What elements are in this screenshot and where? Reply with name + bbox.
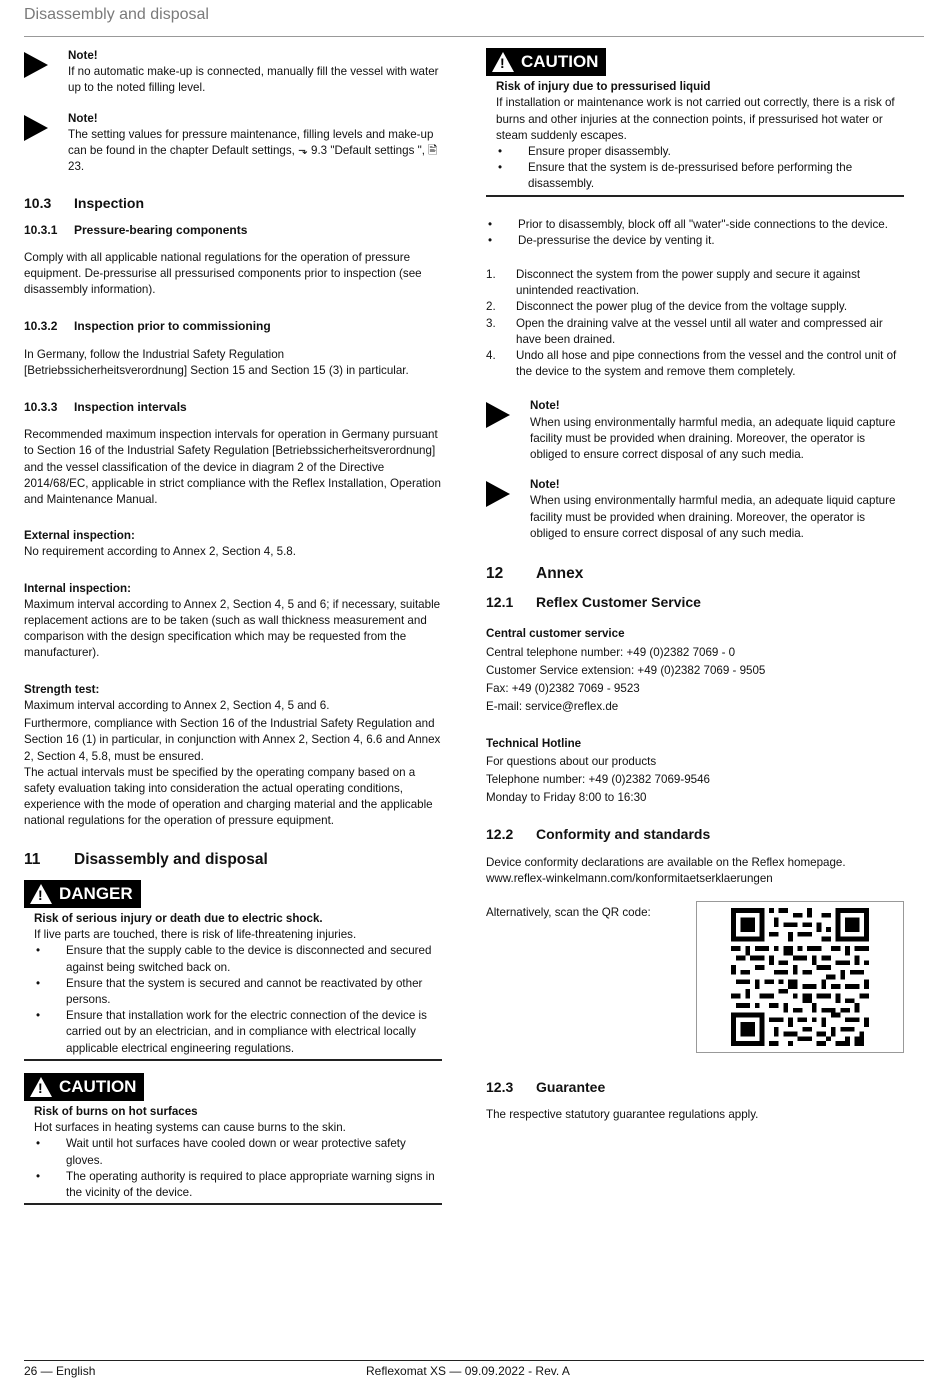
section-number: 10.3 bbox=[24, 195, 52, 212]
note-text: If no automatic make-up is connected, manually fill the vessel with water up to the noted filling level. bbox=[68, 65, 439, 95]
note-text: When using environmentally harmful media, an adequate liquid capture facility must be provided when draining. Moreover, the operator is obliged to ensure correct disposal of any such media. bbox=[530, 415, 896, 462]
contact-line: Telephone number: +49 (0)2382 7069-9546 bbox=[486, 772, 710, 786]
qr-code-image bbox=[731, 908, 869, 1046]
caution-bullets bbox=[34, 1136, 442, 1201]
page-header-title: Disassembly and disposal bbox=[24, 6, 209, 23]
caution-bullets bbox=[496, 144, 904, 193]
caution-badge bbox=[486, 48, 606, 76]
note-block bbox=[486, 398, 904, 463]
section-title: Reflex Customer Service bbox=[536, 594, 701, 611]
contact-line: E-mail: service@reflex.de bbox=[486, 700, 619, 714]
list-item: • Ensure that the system is secured and cannot be reactivated by other persons. bbox=[36, 976, 423, 1006]
subsection-number: 10.3.2 bbox=[24, 319, 58, 334]
note-arrow-icon bbox=[24, 52, 48, 78]
section-title: Inspection bbox=[74, 195, 145, 212]
qr-code-frame bbox=[696, 901, 904, 1053]
section-heading bbox=[486, 1079, 904, 1095]
caution-box bbox=[486, 48, 904, 197]
list-item: • Prior to disassembly, block off all "water"-side connections to the device. bbox=[488, 217, 888, 231]
section-heading bbox=[486, 826, 904, 842]
subsection-number: 10.3.1 bbox=[24, 222, 58, 237]
warning-triangle-icon bbox=[30, 1077, 52, 1097]
note-block bbox=[24, 111, 442, 176]
step-item: 3. Open the draining valve at the vessel until all water and compressed air have been drained. bbox=[486, 316, 883, 346]
note-title: Note! bbox=[530, 399, 560, 413]
danger-title: Risk of serious injury or death due to electric shock. bbox=[34, 911, 323, 925]
list-item: • The operating authority is required to place appropriate warning signs in the vicinity of the device. bbox=[36, 1169, 435, 1199]
chapter-heading bbox=[24, 852, 442, 868]
subsection-heading bbox=[24, 399, 442, 415]
paragraph: Maximum interval according to Annex 2, Section 4, 5 and 6; if necessary, suitable replacement actions are to be taken (such as wall thickness measurement and comparison with the design specification which may be requested from the manufacturer). bbox=[24, 597, 441, 660]
qr-row bbox=[486, 901, 904, 1053]
chapter-title: Disassembly and disposal bbox=[74, 850, 268, 868]
danger-text: If live parts are touched, there is risk of life-threatening injuries. bbox=[34, 928, 357, 942]
danger-badge bbox=[24, 880, 141, 908]
right-column bbox=[486, 48, 904, 1123]
list-item: • Ensure proper disassembly. bbox=[498, 145, 671, 159]
caution-title: Risk of burns on hot surfaces bbox=[34, 1104, 198, 1118]
paragraph: Maximum interval according to Annex 2, Section 4, 5 and 6. bbox=[24, 698, 330, 712]
paragraph: The respective statutory guarantee regulations apply. bbox=[486, 1108, 759, 1122]
caution-label: CAUTION bbox=[521, 51, 599, 71]
note-text: The setting values for pressure maintenance, filling levels and make-up can be found in the chapter Default settings, ⬎ 9.3 "Default settings ", 🖹 23. bbox=[68, 127, 438, 174]
steps-list bbox=[486, 267, 904, 380]
step-item: 2. Disconnect the power plug of the device from the voltage supply. bbox=[486, 300, 848, 314]
list-item: • De-pressurise the device by venting it. bbox=[488, 233, 715, 247]
section-title: Guarantee bbox=[536, 1078, 606, 1095]
contact-line: Monday to Friday 8:00 to 16:30 bbox=[486, 791, 647, 805]
subsection-number: 10.3.3 bbox=[24, 400, 58, 415]
note-title: Note! bbox=[68, 111, 98, 125]
paragraph: No requirement according to Annex 2, Section 4, 5.8. bbox=[24, 545, 296, 559]
step-item: 1. Disconnect the system from the power supply and secure it against unintended reactivation. bbox=[486, 268, 861, 298]
subsection-heading bbox=[24, 222, 442, 238]
footer-document-info: Reflexomat XS — 09.09.2022 - Rev. A bbox=[366, 1364, 570, 1378]
chapter-title: Annex bbox=[536, 565, 584, 583]
note-text: When using environmentally harmful media, an adequate liquid capture facility must be provided when draining. Moreover, the operator is obliged to ensure correct disposal of any such media. bbox=[530, 494, 896, 540]
section-heading bbox=[24, 195, 442, 211]
conformity-url: www.reflex-winkelmann.com/konformitaetserklaerungen bbox=[486, 871, 773, 885]
qr-caption: Alternatively, scan the QR code: bbox=[486, 905, 651, 919]
footer-page-number: 26 — English bbox=[24, 1364, 96, 1378]
paragraph: The actual intervals must be specified by the operating company based on a safety evaluation taking into consideration the actual operating conditions, experience with the mode of operation and charging material and the applicable national regulations for the operation of pressure equipment. bbox=[24, 765, 433, 828]
list-item: • Ensure that installation work for the electric connection of the device is carried out by an electrician, and in compliance with electrical locally applicable electrical engineering regulations. bbox=[36, 1009, 427, 1055]
caution-text: If installation or maintenance work is not carried out correctly, there is a risk of burns and other injuries at the connection points, if pressurised hot water or steam suddenly escapes. bbox=[496, 96, 895, 142]
paragraph: In Germany, follow the Industrial Safety Regulation [Betriebssicherheitsverordnung] Section 15 and Section 15 (3) in particular. bbox=[24, 347, 409, 377]
caution-title: Risk of injury due to pressurised liquid bbox=[496, 80, 711, 94]
note-arrow-icon bbox=[486, 481, 510, 507]
section-number: 12.1 bbox=[486, 594, 514, 611]
paragraph: Device conformity declarations are available on the Reflex homepage. bbox=[486, 855, 846, 869]
list-item: • Ensure that the system is de-pressurised before performing the disassembly. bbox=[498, 161, 853, 191]
contact-line: Fax: +49 (0)2382 7069 - 9523 bbox=[486, 682, 640, 696]
warning-triangle-icon bbox=[30, 884, 52, 904]
section-number: 12.3 bbox=[486, 1078, 514, 1095]
danger-label: DANGER bbox=[59, 883, 133, 903]
note-block bbox=[486, 477, 904, 542]
internal-inspection-title: Internal inspection: bbox=[24, 581, 131, 595]
list-item: • Wait until hot surfaces have cooled down or wear protective safety gloves. bbox=[36, 1137, 406, 1167]
danger-box bbox=[24, 880, 442, 1061]
strength-test-title: Strength test: bbox=[24, 682, 100, 696]
contact-line: For questions about our products bbox=[486, 754, 657, 768]
note-arrow-icon bbox=[486, 402, 510, 428]
caution-badge bbox=[24, 1073, 144, 1101]
note-block bbox=[24, 48, 442, 97]
caution-text: Hot surfaces in heating systems can cause burns to the skin. bbox=[34, 1121, 346, 1135]
section-number: 12.2 bbox=[486, 826, 514, 843]
subsection-title: Inspection prior to commissioning bbox=[74, 319, 271, 334]
caution-label: CAUTION bbox=[59, 1076, 137, 1096]
left-column bbox=[24, 48, 442, 1205]
note-title: Note! bbox=[68, 49, 98, 62]
chapter-number: 12 bbox=[486, 565, 504, 583]
section-heading bbox=[486, 594, 904, 610]
prerequisite-list bbox=[486, 217, 904, 249]
caution-box bbox=[24, 1073, 442, 1205]
step-item: 4. Undo all hose and pipe connections from the vessel and the control unit of the device to the system and remove them completely. bbox=[486, 349, 897, 379]
paragraph: Recommended maximum inspection intervals for operation in Germany pursuant to Section 16 of the Industrial Safety Regulation [Betriebssicherheitsverordnung] and the vessel classification of the device in diagram 2 of the Directive 2014/68/EC, applicable in strict compliance with the Reflex Installation, Operation and Maintenance Manual. bbox=[24, 428, 441, 507]
central-service-title: Central customer service bbox=[486, 627, 625, 641]
warning-triangle-icon bbox=[492, 52, 514, 72]
section-title: Conformity and standards bbox=[536, 826, 711, 843]
header-rule bbox=[24, 36, 924, 37]
contact-line: Central telephone number: +49 (0)2382 7069 - 0 bbox=[486, 645, 736, 659]
chapter-heading bbox=[486, 566, 904, 582]
footer-rule bbox=[24, 1360, 924, 1361]
subsection-heading bbox=[24, 318, 442, 334]
paragraph: Furthermore, compliance with Section 16 of the Industrial Safety Regulation and Section 16 (1) in particular, in conjunction with Annex 2, Section 4, 6.6 and Annex 2, Section 4, 5.8, must be ensured. bbox=[24, 717, 441, 763]
list-item: • Ensure that the supply cable to the device is disconnected and secured against being switched back on. bbox=[36, 944, 432, 974]
paragraph: Comply with all applicable national regulations for the operation of pressure equipment. De-pressurise all pressurised components prior to inspection (see disassembly information). bbox=[24, 250, 422, 297]
danger-bullets bbox=[34, 943, 442, 1056]
subsection-title: Pressure-bearing components bbox=[74, 222, 248, 237]
contact-line: Customer Service extension: +49 (0)2382 7069 - 9505 bbox=[486, 663, 766, 677]
chapter-number: 11 bbox=[24, 850, 41, 868]
hotline-title: Technical Hotline bbox=[486, 736, 582, 750]
note-title: Note! bbox=[530, 478, 560, 492]
note-arrow-icon bbox=[24, 115, 48, 141]
subsection-title: Inspection intervals bbox=[74, 400, 187, 415]
external-inspection-title: External inspection: bbox=[24, 529, 135, 543]
